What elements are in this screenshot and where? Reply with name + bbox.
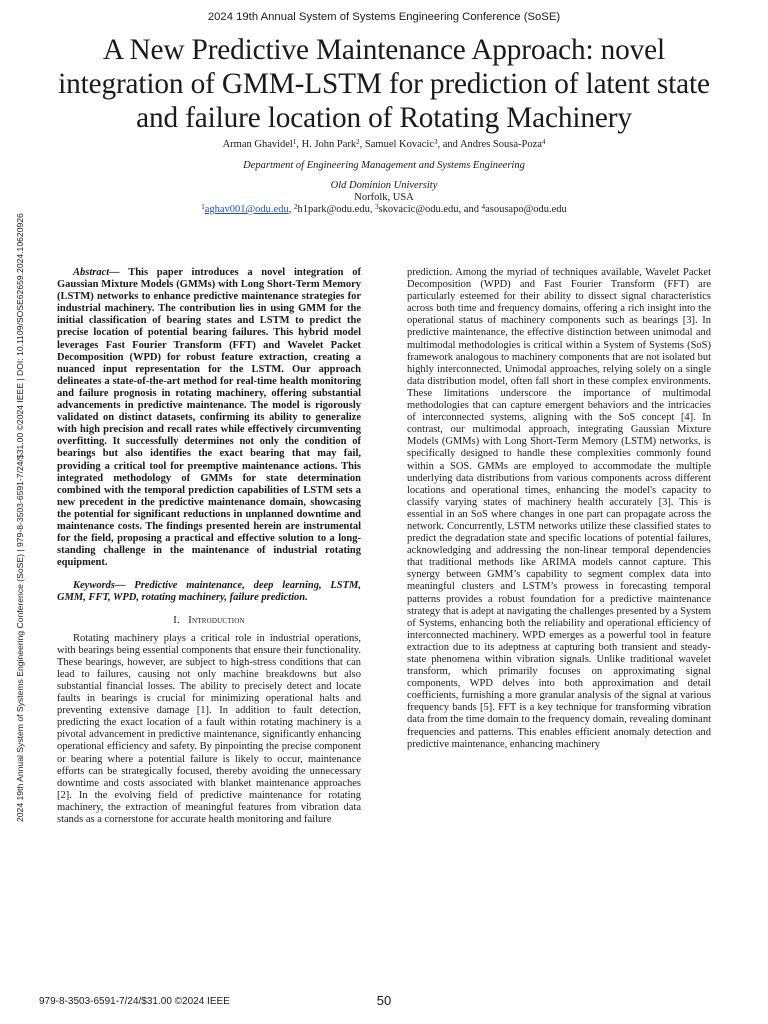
author-list [0, 139, 768, 150]
right-column [407, 267, 711, 751]
city: Norfolk, USA [354, 192, 414, 203]
keywords-text: Predictive maintenance, deep learning, LSTM, GMM, FFT, WPD, rotating machinery, failure prediction. [57, 580, 361, 604]
author-name: Arman Ghavidel [222, 139, 293, 150]
email-affil-mark: 1 [201, 203, 205, 211]
section-title: Introduction [188, 614, 245, 626]
university: Old Dominion University [330, 180, 438, 191]
author-affil-mark: 4 [541, 138, 546, 146]
email-address: asousapo@odu.edu [485, 204, 567, 215]
keywords [57, 580, 361, 604]
author-affil-mark: 2 [356, 138, 360, 146]
author-affil-mark: 3 [434, 138, 438, 146]
conference-header: 2024 19th Annual System of Systems Engineering Conference (SoSE) [207, 11, 561, 23]
paper-title: A New Predictive Maintenance Approach: novel integration of GMM-LSTM for prediction of latent state and failure location of Rotating Machinery [58, 34, 710, 134]
abstract-lead: Abstract— [73, 267, 120, 278]
section-number: I. [173, 614, 180, 626]
email-separator: , [288, 204, 294, 215]
email-link[interactable]: aghav001@odu.edu [204, 204, 289, 215]
intro-paragraph: Rotating machinery plays a critical role in industrial operations, with bearings being essential components that ensure their functionality. These bearings, however, are subject to high-stress conditions that can lead to failures, causing not only machine breakdowns but also substantial financial losses. The ability to precisely detect and locate faults in bearings is crucial for minimizing operational halts and preventing extensive damage [1]. In addition to fault detection, predicting the exact location of a fault within rotating machinery is a pivotal advancement in predictive maintenance, significantly enhancing operational efficiency and safety. By pinpointing the precise component or bearing where a potential failure is likely to occur, maintenance efforts can be strategically focused, thereby avoiding the unnecessary downtime and costs associated with blanket maintenance approaches [2]. In the evolving field of predictive maintenance for rotating machinery, the extraction of meaningful features from vibration data stands as a cornerstone for accurate health monitoring and failure [57, 632, 361, 826]
footer-copyright: 979-8-3503-6591-7/24/$31.00 ©2024 IEEE [39, 996, 230, 1007]
department: Department of Engineering Management and Systems Engineering [243, 160, 525, 171]
author-name: , Samuel Kovacic [359, 139, 435, 150]
email-address: skovacic@odu.edu [378, 204, 459, 215]
section-heading [57, 615, 361, 627]
body-paragraph: prediction. Among the myriad of techniques available, Wavelet Packet Decomposition (WPD) and Fast Fourier Transform (FFT) are particularly esteemed for their ability to dissect signal characteristics across both time and frequency domains, offering a rich insight into the operational status of machinery components such as bearings [3]. In predictive maintenance, the effective distinction between unimodal and multimodal methodologies is critical within a System of Systems (SoS) framework analogous to machinery components that are not isolated but highly interconnected. Unimodal approaches, relying solely on a single data distribution model, often fall short in these complex environments. These limitations underscore the importance of multimodal methodologies that can capture emergent behaviors and the intricacies of interconnected systems, aligning with the SoS concept [4]. In contrast, our multimodal approach, integrating Gaussian Mixture Models (GMMs) with Long Short-Term Memory (LSTM) networks, is specifically designed to handle these complexities commonly found within a SOS. GMMs are employed to accommodate the multiple underlying data distributions from various components across different locations and operational times, enhancing the model's capacity to classify varying states of machinery health accurately [3]. This is essential in an SoS where changes in one part can propagate across the network. Concurrently, LSTM networks utilize these classified states to predict the degradation state and specific locations of potential failures, acknowledging and addressing the non-linear temporal dependencies that traditional methods like ARIMA models cannot capture. This synergy between GMM’s capability to segment complex data into meaningful clusters and LSTM’s prowess in forecasting temporal patterns provides a robust foundation for a predictive maintenance strategy that is adept at navigating the challenges presented by a System of Systems, enhancing both the reliability and operational efficiency of interconnected machinery. WPD emerges as a powerful tool in feature extraction due to its adeptness at capturing both transient and steady-state phenomena within vibration signals. Unlike traditional wavelet transform, which primarily focuses on approximating signal components, WPD delves into both approximation and detail coefficients, furnishing a more granular analysis of the signal at various frequency bands [5]. FFT is a key technique for transforming vibration data from the time domain to the frequency domain, revealing dominant frequencies and patterns. This enables efficient anomaly detection and predictive maintenance, enhancing machinery [407, 267, 711, 750]
author-name: , H. John Park [296, 139, 357, 150]
email-separator: , [369, 204, 376, 215]
abstract [57, 267, 361, 569]
email-address: h1park@odu.edu [297, 204, 370, 215]
email-list [0, 204, 768, 216]
author-affil-mark: 1 [292, 138, 297, 146]
abstract-text: This paper introduces a novel integration of Gaussian Mixture Models (GMMs) with Long Short-Term Memory (LSTM) networks to enhance predictive maintenance strategies for industrial machinery. The contribution lies in using GMM for the initial classification of bearing states and LSTM to predict the precise location of potential bearing failures. This hybrid model leverages Fast Fourier Transform (FFT) and Wavelet Packet Decomposition (WPD) for robust feature extraction, creating a nuanced input representation for the LSTM. Our approach delineates a state-of-the-art method for real-time health monitoring and failure prognosis in rotating machinery, offering substantial advancements in predictive maintenance. The model is rigorously validated on distinct datasets, confirming its ability to generalize with high precision and recall rates while effectively circumventing overfitting. It successfully determines not only the condition of bearings but also identifies the exact bearing that may fail, providing a critical tool for preemptive maintenance actions. This integrated methodology of GMMs for state determination combined with the temporal prediction capabilities of LSTM sets a new precedent in the predictive maintenance domain, showcasing the potential for significant reductions in unplanned downtime and maintenance costs. The findings presented herein are instrumental for the field, proposing a practical and effective solution to a long-standing challenge in the maintenance of industrial rotating equipment. [57, 267, 361, 569]
keywords-lead: Keywords— [73, 580, 126, 592]
email-affil-mark: 2 [293, 203, 298, 211]
author-name: , and Andres Sousa-Poza [437, 139, 542, 150]
side-copyright-notice: 2024 19th Annual System of Systems Engineering Conference (SoSE) | 979-8-3503-6591-7/24/$31.00 ©2024 IEEE | DOI: 10.1109/SOSE62659.2024.10620926 [15, 213, 25, 822]
page-number: 50 [376, 993, 392, 1008]
left-column [57, 267, 361, 826]
email-affil-mark: 3 [375, 203, 379, 211]
email-affil-mark: 4 [481, 203, 486, 211]
email-separator: , and [458, 204, 482, 215]
